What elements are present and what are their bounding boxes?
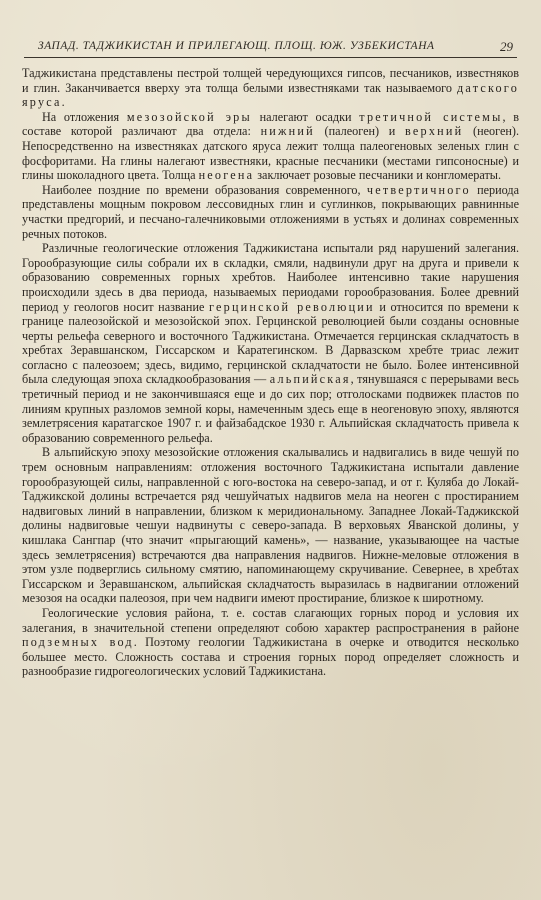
text-run: (палеоген) и bbox=[314, 124, 406, 139]
text-run: На отложения bbox=[42, 109, 127, 124]
page-number: 29 bbox=[500, 39, 513, 54]
text-run: налегают осадки bbox=[251, 109, 360, 124]
spaced-emphasis: нижний bbox=[260, 124, 315, 139]
text-run: Геологические условия района, т. е. состав слагающих горных пород и условия их залегания, в значительной степени определяют собою характер распространения в районе bbox=[22, 605, 519, 635]
text-run: . Поэтому геологии Таджикистана в очерке и отводится несколько большее место. Сложность состава и строения горных пород определяет сложность и разнообразие гидрогеологических условий Таджикистана. bbox=[22, 635, 519, 679]
text-run: В альпийскую эпоху мезозойские отложения скалывались и надвигались в виде чешуй по трем основным направлениям: отложения восточного Таджикистана испытали давление горообразующей силы, направленной с юго-востока на северо-запад, и от г. Куляба до Локай-Таджикской долины встречается ряд чешуйчатых надвигов мела на неоген с простиранием надвиговых линий в направлении, близком к меридиональному. Западнее Локай-Таджикской долины надвиговые чешуи надвинуты с северо-запада. В верховьях Яванской долины, у кишлака Сангпар (что значит «прыгающий камень», — название, указывающее на частые здесь землетрясения) встречаются два направления надвигов. Нижне-меловые отложения в этом узле подверглись сильному смятию, напоминающему скручивание. Севернее, в хребтах Гиссарском и Зеравшанском, альпийская складчатость выразилась в надвигании отложений мезозоя на осадки палеозоя, при чем надвиги имеют простирание, близкое к широтному. bbox=[22, 445, 519, 606]
text-run: Различные геологические отложения Таджикистана испытали ряд нарушений залегания. Горообразующие силы собрали их в складки, смяли, надвинули друг на друга и привели к образованию современных горных хребтов. Наиболее интенсивно такие нарушения происходили здесь в два периода, называемых периодами горообразования. Более древний период у геологов носит название bbox=[22, 241, 519, 314]
text-run: Наиболее поздние по времени образования современного, bbox=[42, 182, 367, 197]
paragraph bbox=[22, 241, 519, 445]
text-run: . bbox=[61, 95, 65, 110]
spaced-emphasis: мезозойской эры bbox=[126, 109, 252, 124]
spaced-emphasis: четвертичного bbox=[366, 182, 471, 197]
running-header bbox=[38, 40, 517, 56]
text-run: заключает розовые песчаники и конгломераты. bbox=[254, 168, 501, 183]
paragraph bbox=[22, 606, 519, 679]
text-run: периода представлены мощным покровом лессовидных глин и суглинков, покрывающих равнинные участки предгорий, и песчано-галечниковыми отложениями в устьях и долинах современных речных потоков. bbox=[22, 182, 519, 241]
text-run: Таджикистана представлены пестрой толщей чередующихся гипсов, песчаников, известняков и глин. Заканчивается вверху эта толща белыми известняками так называемого bbox=[22, 66, 519, 95]
spaced-emphasis: герцинской революции bbox=[209, 299, 375, 314]
spaced-emphasis: подземных вод bbox=[22, 635, 134, 650]
header-rule bbox=[24, 57, 517, 58]
spaced-emphasis: неогена bbox=[198, 168, 255, 183]
text-run: , в составе которой различают два отдела: bbox=[22, 109, 519, 139]
text-run: , тянувшаяся с перерывами весь третичный период и не закончившаяся еще и до сих пор; отголосками подвижек пластов по линиям крупных разломов земной коры, намеченным здесь еще в неогеновую эпоху, являются землетрясения каратагское 1907 г. и файзабадское 1930 г. Альпийская складчатость привела к образованию современного рельефа. bbox=[22, 372, 519, 445]
body-text bbox=[22, 66, 519, 679]
paragraph bbox=[22, 445, 519, 606]
paragraph bbox=[22, 110, 519, 183]
paragraph bbox=[22, 66, 519, 110]
running-title: ЗАПАД. ТАДЖИКИСТАН И ПРИЛЕГАЮЩ. ПЛОЩ. ЮЖ. УЗБЕКИСТАНА bbox=[38, 40, 435, 52]
spaced-emphasis: альпийская bbox=[269, 372, 351, 387]
text-run: (неоген). Непосредственно на известняках датского яруса лежит толща палеогеновых зеленых глин с фосфоритами. На глины налегают известняки, красные песчаники (местами гипсоносные) и глины шоколадного цвета. Толща bbox=[22, 124, 519, 183]
paragraph bbox=[22, 183, 519, 241]
spaced-emphasis: третичной системы bbox=[359, 109, 503, 124]
spaced-emphasis: верхний bbox=[405, 124, 464, 139]
text-run: и относится по времени к границе палеозойской и мезозойской эпох. Герцинской революцией были созданы основные черты рельефа северного и восточного Таджикистана. Отмечается герцинская складчатость в хребтах Зеравшанском, Гиссарском и Каратегинском. В Дарвазском хребте триас лежит согласно с палеозоем; здесь, видимо, герцинской складчатости не было. Более интенсивной была следующая эпоха складкообразования — bbox=[22, 299, 519, 387]
spaced-emphasis: датского яруса bbox=[22, 80, 519, 110]
